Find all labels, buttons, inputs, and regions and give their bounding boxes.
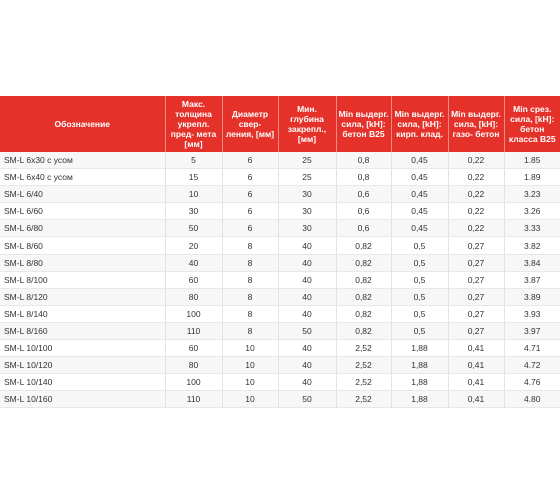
cell-pullout-aerated: 0,22 <box>448 152 504 169</box>
cell-pullout-aerated: 0,27 <box>448 254 504 271</box>
cell-pullout-brick: 0,5 <box>391 305 448 322</box>
cell-pullout-concrete: 0,8 <box>336 152 391 169</box>
table-row <box>0 220 560 237</box>
cell-shear-concrete: 3.84 <box>504 254 560 271</box>
cell-drill-diameter: 8 <box>222 288 278 305</box>
cell-pullout-brick: 0,5 <box>391 237 448 254</box>
cell-pullout-aerated: 0,41 <box>448 391 504 408</box>
cell-drill-diameter: 8 <box>222 305 278 322</box>
cell-min-depth: 25 <box>278 152 336 169</box>
cell-drill-diameter: 10 <box>222 391 278 408</box>
cell-shear-concrete: 3.82 <box>504 237 560 254</box>
cell-max-thickness: 110 <box>165 391 222 408</box>
cell-designation: SM-L 6x40 с усом <box>0 169 165 186</box>
cell-max-thickness: 60 <box>165 340 222 357</box>
cell-min-depth: 40 <box>278 288 336 305</box>
cell-designation: SM-L 10/120 <box>0 357 165 374</box>
cell-shear-concrete: 3.93 <box>504 305 560 322</box>
cell-shear-concrete: 3.23 <box>504 186 560 203</box>
table-row <box>0 288 560 305</box>
table-row <box>0 203 560 220</box>
cell-pullout-aerated: 0,22 <box>448 169 504 186</box>
cell-max-thickness: 80 <box>165 357 222 374</box>
cell-pullout-concrete: 0,6 <box>336 220 391 237</box>
column-header-pullout-concrete: Min выдерг. сила, [kH]: бетон B25 <box>336 96 391 152</box>
cell-designation: SM-L 10/100 <box>0 340 165 357</box>
cell-pullout-concrete: 0,82 <box>336 271 391 288</box>
cell-pullout-aerated: 0,27 <box>448 271 504 288</box>
cell-designation: SM-L 6/80 <box>0 220 165 237</box>
cell-min-depth: 40 <box>278 305 336 322</box>
cell-shear-concrete: 4.72 <box>504 357 560 374</box>
cell-shear-concrete: 3.97 <box>504 322 560 339</box>
cell-designation: SM-L 10/140 <box>0 374 165 391</box>
cell-pullout-brick: 0,45 <box>391 169 448 186</box>
cell-designation: SM-L 8/140 <box>0 305 165 322</box>
cell-designation: SM-L 6x30 с усом <box>0 152 165 169</box>
cell-pullout-brick: 0,45 <box>391 186 448 203</box>
cell-pullout-aerated: 0,27 <box>448 305 504 322</box>
cell-pullout-concrete: 0,8 <box>336 169 391 186</box>
cell-drill-diameter: 6 <box>222 186 278 203</box>
table-row <box>0 357 560 374</box>
table-row <box>0 374 560 391</box>
cell-pullout-concrete: 2,52 <box>336 340 391 357</box>
cell-pullout-aerated: 0,27 <box>448 322 504 339</box>
cell-pullout-concrete: 0,82 <box>336 305 391 322</box>
cell-max-thickness: 10 <box>165 186 222 203</box>
cell-pullout-brick: 1,88 <box>391 340 448 357</box>
cell-designation: SM-L 8/60 <box>0 237 165 254</box>
cell-drill-diameter: 10 <box>222 340 278 357</box>
cell-min-depth: 30 <box>278 203 336 220</box>
anchor-spec-table <box>0 96 560 408</box>
cell-min-depth: 50 <box>278 391 336 408</box>
cell-pullout-concrete: 0,6 <box>336 203 391 220</box>
cell-drill-diameter: 6 <box>222 169 278 186</box>
table-row <box>0 169 560 186</box>
cell-drill-diameter: 8 <box>222 254 278 271</box>
cell-pullout-brick: 0,5 <box>391 254 448 271</box>
cell-max-thickness: 80 <box>165 288 222 305</box>
table-row <box>0 271 560 288</box>
column-header-designation: Обозначение <box>0 96 165 152</box>
column-header-max-thickness: Макс. толщина укрепл. пред- мета [мм] <box>165 96 222 152</box>
table-row <box>0 186 560 203</box>
cell-min-depth: 40 <box>278 237 336 254</box>
cell-max-thickness: 40 <box>165 254 222 271</box>
table-row <box>0 254 560 271</box>
cell-pullout-concrete: 2,52 <box>336 374 391 391</box>
cell-pullout-concrete: 0,82 <box>336 288 391 305</box>
cell-max-thickness: 15 <box>165 169 222 186</box>
cell-pullout-aerated: 0,27 <box>448 288 504 305</box>
cell-shear-concrete: 4.80 <box>504 391 560 408</box>
cell-pullout-brick: 0,45 <box>391 152 448 169</box>
cell-shear-concrete: 3.26 <box>504 203 560 220</box>
cell-min-depth: 40 <box>278 374 336 391</box>
cell-pullout-concrete: 2,52 <box>336 357 391 374</box>
table-row <box>0 152 560 169</box>
cell-min-depth: 30 <box>278 220 336 237</box>
cell-designation: SM-L 8/120 <box>0 288 165 305</box>
cell-pullout-brick: 0,5 <box>391 288 448 305</box>
column-header-drill-diameter: Диаметр свер- ления, [мм] <box>222 96 278 152</box>
cell-designation: SM-L 6/40 <box>0 186 165 203</box>
cell-pullout-concrete: 0,82 <box>336 254 391 271</box>
cell-min-depth: 40 <box>278 254 336 271</box>
column-header-min-depth: Мин. глубина закрепл., [мм] <box>278 96 336 152</box>
table-row <box>0 305 560 322</box>
cell-designation: SM-L 10/160 <box>0 391 165 408</box>
cell-designation: SM-L 8/160 <box>0 322 165 339</box>
cell-max-thickness: 50 <box>165 220 222 237</box>
cell-max-thickness: 100 <box>165 305 222 322</box>
cell-pullout-aerated: 0,22 <box>448 186 504 203</box>
cell-pullout-aerated: 0,22 <box>448 220 504 237</box>
cell-shear-concrete: 1.85 <box>504 152 560 169</box>
cell-max-thickness: 30 <box>165 203 222 220</box>
cell-pullout-concrete: 2,52 <box>336 391 391 408</box>
cell-shear-concrete: 1.89 <box>504 169 560 186</box>
cell-pullout-brick: 1,88 <box>391 357 448 374</box>
cell-designation: SM-L 8/100 <box>0 271 165 288</box>
cell-drill-diameter: 10 <box>222 357 278 374</box>
cell-max-thickness: 5 <box>165 152 222 169</box>
cell-min-depth: 25 <box>278 169 336 186</box>
cell-pullout-brick: 0,45 <box>391 220 448 237</box>
cell-pullout-aerated: 0,41 <box>448 340 504 357</box>
table-row <box>0 322 560 339</box>
table-row <box>0 340 560 357</box>
cell-pullout-aerated: 0,27 <box>448 237 504 254</box>
cell-drill-diameter: 6 <box>222 203 278 220</box>
cell-pullout-aerated: 0,22 <box>448 203 504 220</box>
table-row <box>0 237 560 254</box>
spec-table-container <box>0 96 560 408</box>
cell-drill-diameter: 6 <box>222 152 278 169</box>
column-header-pullout-brick: Min выдерг. сила, [kH]: кирп. клад. <box>391 96 448 152</box>
cell-min-depth: 40 <box>278 271 336 288</box>
table-row <box>0 391 560 408</box>
cell-drill-diameter: 10 <box>222 374 278 391</box>
cell-shear-concrete: 3.89 <box>504 288 560 305</box>
cell-designation: SM-L 6/60 <box>0 203 165 220</box>
cell-min-depth: 30 <box>278 186 336 203</box>
column-header-shear-concrete: Min срез. сила, [kH]: бетон класса B25 <box>504 96 560 152</box>
cell-drill-diameter: 8 <box>222 271 278 288</box>
cell-shear-concrete: 3.33 <box>504 220 560 237</box>
cell-max-thickness: 60 <box>165 271 222 288</box>
cell-pullout-brick: 1,88 <box>391 391 448 408</box>
cell-max-thickness: 20 <box>165 237 222 254</box>
cell-pullout-aerated: 0,41 <box>448 357 504 374</box>
cell-pullout-brick: 0,5 <box>391 322 448 339</box>
cell-min-depth: 50 <box>278 322 336 339</box>
cell-drill-diameter: 8 <box>222 322 278 339</box>
cell-max-thickness: 100 <box>165 374 222 391</box>
cell-designation: SM-L 8/80 <box>0 254 165 271</box>
cell-pullout-concrete: 0,82 <box>336 322 391 339</box>
cell-shear-concrete: 4.71 <box>504 340 560 357</box>
cell-pullout-brick: 0,45 <box>391 203 448 220</box>
cell-pullout-brick: 1,88 <box>391 374 448 391</box>
cell-shear-concrete: 4.76 <box>504 374 560 391</box>
cell-drill-diameter: 6 <box>222 220 278 237</box>
column-header-pullout-aerated: Min выдерг. сила, [kH]: газо- бетон <box>448 96 504 152</box>
cell-drill-diameter: 8 <box>222 237 278 254</box>
table-header-row <box>0 96 560 152</box>
table-body <box>0 152 560 408</box>
cell-min-depth: 40 <box>278 357 336 374</box>
cell-pullout-concrete: 0,6 <box>336 186 391 203</box>
cell-min-depth: 40 <box>278 340 336 357</box>
cell-pullout-concrete: 0,82 <box>336 237 391 254</box>
cell-pullout-brick: 0,5 <box>391 271 448 288</box>
cell-pullout-aerated: 0,41 <box>448 374 504 391</box>
cell-shear-concrete: 3.87 <box>504 271 560 288</box>
cell-max-thickness: 110 <box>165 322 222 339</box>
